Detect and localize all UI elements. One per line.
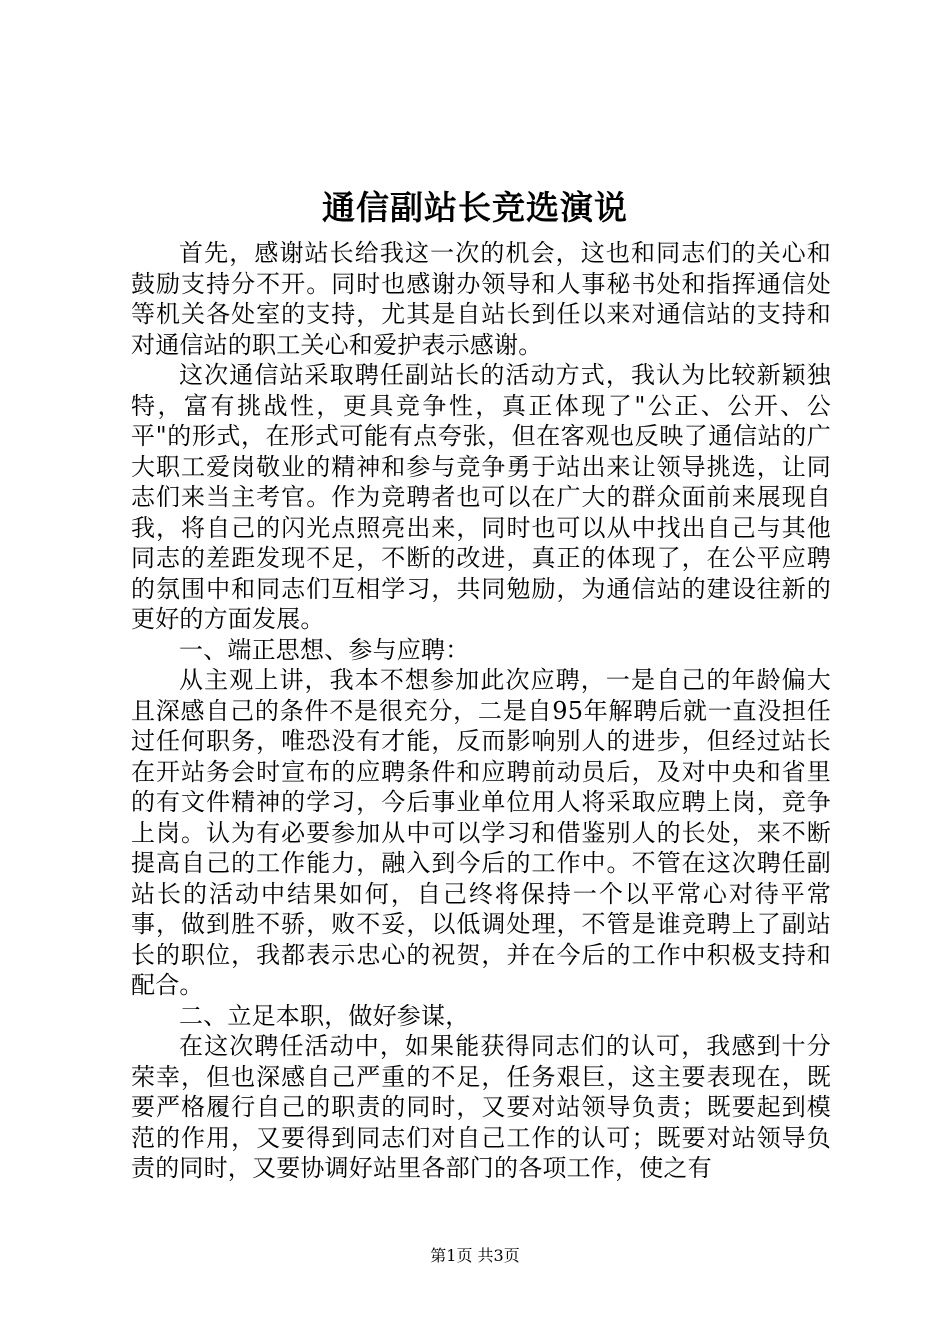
document-body [131,238,831,1184]
paragraph-intro: 首先，感谢站长给我这一次的机会，这也和同志们的关心和鼓励支持分不开。同时也感谢办领导和人事秘书处和指挥通信处等机关各处室的支持，尤其是自站长到任以来对通信站的支持和对通信站的职工关心和爱护表示感谢。 [131,239,831,359]
page-number-footer: 第1页 共3页 [430,1246,520,1265]
paragraph-section-1: 从主观上讲，我本不想参加此次应聘，一是自己的年龄偏大且深感自己的条件不是很充分，二是自95年解聘后就一直没担任过任何职务，唯恐没有才能，反而影响别人的进步，但经过站长在开站务会时宣布的应聘条件和应聘前动员后，及对中央和省里的有文件精神的学习，今后事业单位用人将采取应聘上岗，竞争上岗。认为有必要参加从中可以学习和借鉴别人的长处，来不断提高自己的工作能力，融入到今后的工作中。不管在这次聘任副站长的活动中结果如何，自己终将保持一个以平常心对待平常事，做到胜不骄，败不妥，以低调处理，不管是谁竞聘上了副站长的职位，我都表示忠心的祝贺，并在今后的工作中积极支持和配合。 [131,666,831,999]
document-title: 通信副站长竞选演说 [322,188,628,227]
paragraph-section-2: 在这次聘任活动中，如果能获得同志们的认可，我感到十分荣幸，但也深感自己严重的不足，任务艰巨，这主要表现在，既要严格履行自己的职责的同时，又要对站领导负责；既要起到模范的作用，又要得到同志们对自己工作的认可；既要对站领导负责的同时，又要协调好站里各部门的各项工作，使之有 [131,1032,831,1182]
paragraph-method: 这次通信站采取聘任副站长的活动方式，我认为比较新颖独特，富有挑战性，更具竞争性，真正体现了"公正、公开、公平"的形式，在形式可能有点夸张，但在客观也反映了通信站的广大职工爱岗敬业的精神和参与竞争勇于站出来让领导挑选，让同志们来当主考官。作为竞聘者也可以在广大的群众面前来展现自我，将自己的闪光点照亮出来，同时也可以从中找出自己与其他同志的差距发现不足，不断的改进，真正的体现了，在公平应聘的氛围中和同志们互相学习，共同勉励，为通信站的建设往新的更好的方面发展。 [131,361,831,633]
section-heading-1: 一、端正思想、参与应聘： [179,635,470,664]
section-heading-2: 二、立足本职，做好参谋， [179,1001,470,1030]
